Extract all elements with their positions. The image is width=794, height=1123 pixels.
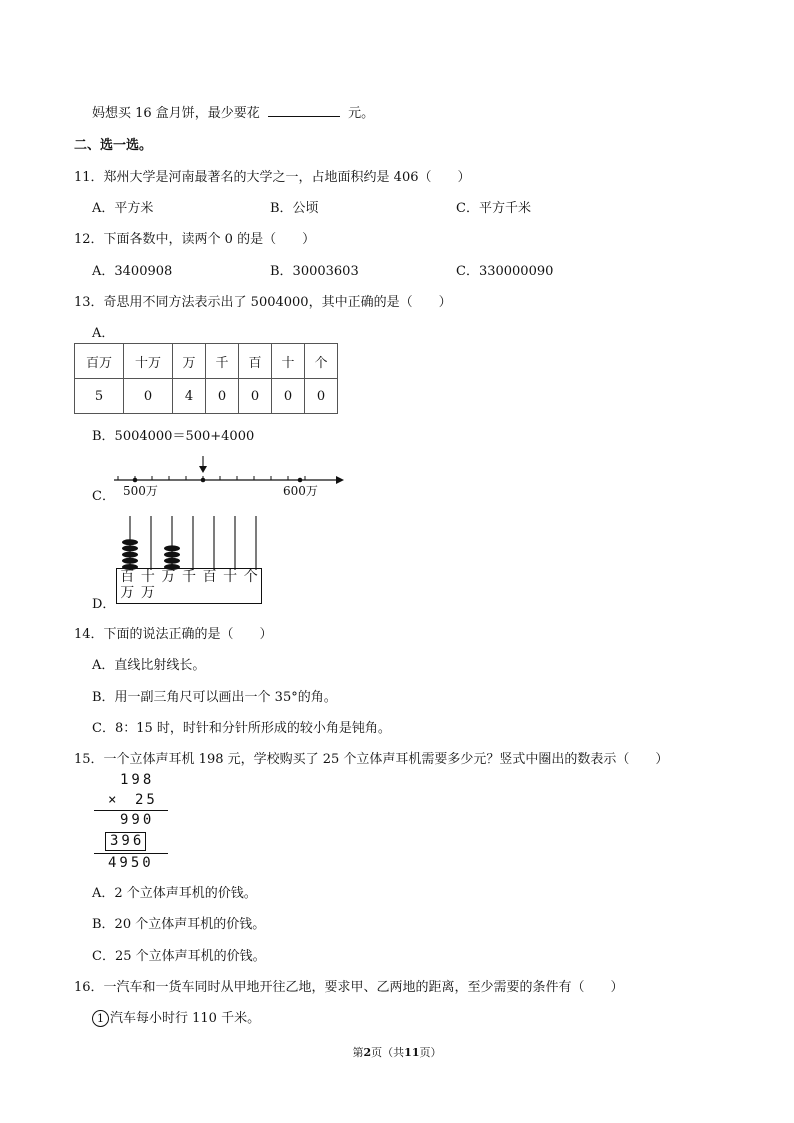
abacus-bead xyxy=(122,545,138,551)
mult-multiplier: 25 xyxy=(135,792,158,808)
pv-header: 十 xyxy=(272,344,305,379)
place-value-digit-row xyxy=(75,379,338,414)
intro-line xyxy=(92,102,374,121)
abacus-bead xyxy=(164,552,180,558)
abacus-bead xyxy=(164,545,180,551)
abacus-place-label: 百 万 xyxy=(120,569,135,601)
q12-option-a: A．3400908 xyxy=(92,264,173,279)
answer-blank xyxy=(268,104,340,117)
footer-suffix: 页） xyxy=(419,1046,442,1059)
number-line-label-500: 500万 xyxy=(123,484,158,498)
q13-option-b: B．5004000＝500+4000 xyxy=(92,429,255,444)
pv-digit: 4 xyxy=(173,379,206,414)
mult-rule-2 xyxy=(94,853,168,854)
abacus-bead xyxy=(122,539,138,545)
number-line-arrowhead xyxy=(336,476,344,484)
abacus-bead xyxy=(122,558,138,564)
q12-stem: 12．下面各数中，读两个 0 的是（ ） xyxy=(74,232,316,247)
pv-header: 十万 xyxy=(124,344,173,379)
q11-option-b: B．公顷 xyxy=(270,201,319,216)
number-line-dot-marked xyxy=(201,478,206,483)
pv-digit: 5 xyxy=(75,379,124,414)
q14-option-c: C．8：15 时，时针和分针所形成的较小角是钝角。 xyxy=(92,721,391,736)
q16-condition-1 xyxy=(92,1007,260,1027)
mult-partial-2-boxed: 396 xyxy=(105,832,146,851)
number-line-label-600: 600万 xyxy=(283,484,318,498)
pv-header: 百万 xyxy=(75,344,124,379)
abacus-place-label: 个 xyxy=(243,569,258,585)
q14-option-a: A．直线比射线长。 xyxy=(92,658,206,673)
q15-option-c: C．25 个立体声耳机的价钱。 xyxy=(92,949,266,964)
pv-header: 万 xyxy=(173,344,206,379)
place-value-header-row xyxy=(75,344,338,379)
q13-option-a-label: A． xyxy=(92,326,115,341)
place-value-table xyxy=(74,343,338,414)
pv-digit: 0 xyxy=(272,379,305,414)
pv-header: 千 xyxy=(206,344,239,379)
pv-digit: 0 xyxy=(124,379,173,414)
mult-sign: × xyxy=(108,792,120,808)
mult-product: 4950 xyxy=(108,855,154,871)
mult-partial-1: 990 xyxy=(120,812,155,828)
abacus-place-label: 千 xyxy=(182,569,197,585)
q15-option-b: B．20 个立体声耳机的价钱。 xyxy=(92,917,266,932)
pv-header: 个 xyxy=(305,344,338,379)
pv-digit: 0 xyxy=(206,379,239,414)
abacus-place-label: 万 xyxy=(161,569,176,585)
mult-rule-1 xyxy=(94,810,168,811)
section-heading: 二、选一选。 xyxy=(74,138,153,153)
pv-header: 百 xyxy=(239,344,272,379)
footer-mid: 页（共 xyxy=(371,1046,405,1059)
page-footer xyxy=(0,1044,794,1060)
q16-stem: 16．一汽车和一货车同时从甲地开往乙地，要求甲、乙两地的距离，至少需要的条件有（ ） xyxy=(74,980,624,995)
pv-digit: 0 xyxy=(239,379,272,414)
abacus-frame xyxy=(116,568,262,604)
intro-text-before: 妈想买 16 盒月饼，最少要花 xyxy=(92,106,260,121)
q12-option-c: C．330000090 xyxy=(456,264,554,279)
abacus-place-label: 十 xyxy=(223,569,238,585)
footer-total-pages: 11 xyxy=(404,1046,420,1059)
q15-option-a: A．2 个立体声耳机的价钱。 xyxy=(92,886,257,901)
mult-multiplicand: 198 xyxy=(120,772,155,788)
q14-stem: 14．下面的说法正确的是（ ） xyxy=(74,627,273,642)
q16-condition-1-text: 汽车每小时行 110 千米。 xyxy=(110,1011,261,1026)
abacus-bead xyxy=(122,552,138,558)
down-arrow-icon xyxy=(199,466,207,473)
q15-stem: 15．一个立体声耳机 198 元，学校购买了 25 个立体声耳机需要多少元？竖式中圈出的数表示（ ） xyxy=(74,752,669,767)
q12-option-b: B．30003603 xyxy=(270,264,359,279)
q13-stem: 13．奇思用不同方法表示出了 5004000，其中正确的是（ ） xyxy=(74,295,452,310)
pv-digit: 0 xyxy=(305,379,338,414)
q11-stem: 11．郑州大学是河南最著名的大学之一，占地面积约是 406（ ） xyxy=(74,170,471,185)
q13-option-d-label: D． xyxy=(92,597,116,612)
q14-option-b: B．用一副三角尺可以画出一个 35°的角。 xyxy=(92,690,337,705)
abacus-bead xyxy=(164,558,180,564)
abacus-place-label: 十 万 xyxy=(140,569,155,601)
q11-option-a: A．平方米 xyxy=(92,201,154,216)
abacus-rods xyxy=(112,512,272,572)
footer-page-number: 2 xyxy=(363,1046,372,1059)
q13-option-c-label: C． xyxy=(92,489,115,504)
abacus-place-label: 百 xyxy=(202,569,217,585)
intro-text-after: 元。 xyxy=(348,106,375,121)
number-line-ticks xyxy=(118,476,305,480)
footer-prefix: 第 xyxy=(352,1046,364,1059)
circled-number-one: 1 xyxy=(92,1010,109,1027)
q11-option-c: C．平方千米 xyxy=(456,201,531,216)
